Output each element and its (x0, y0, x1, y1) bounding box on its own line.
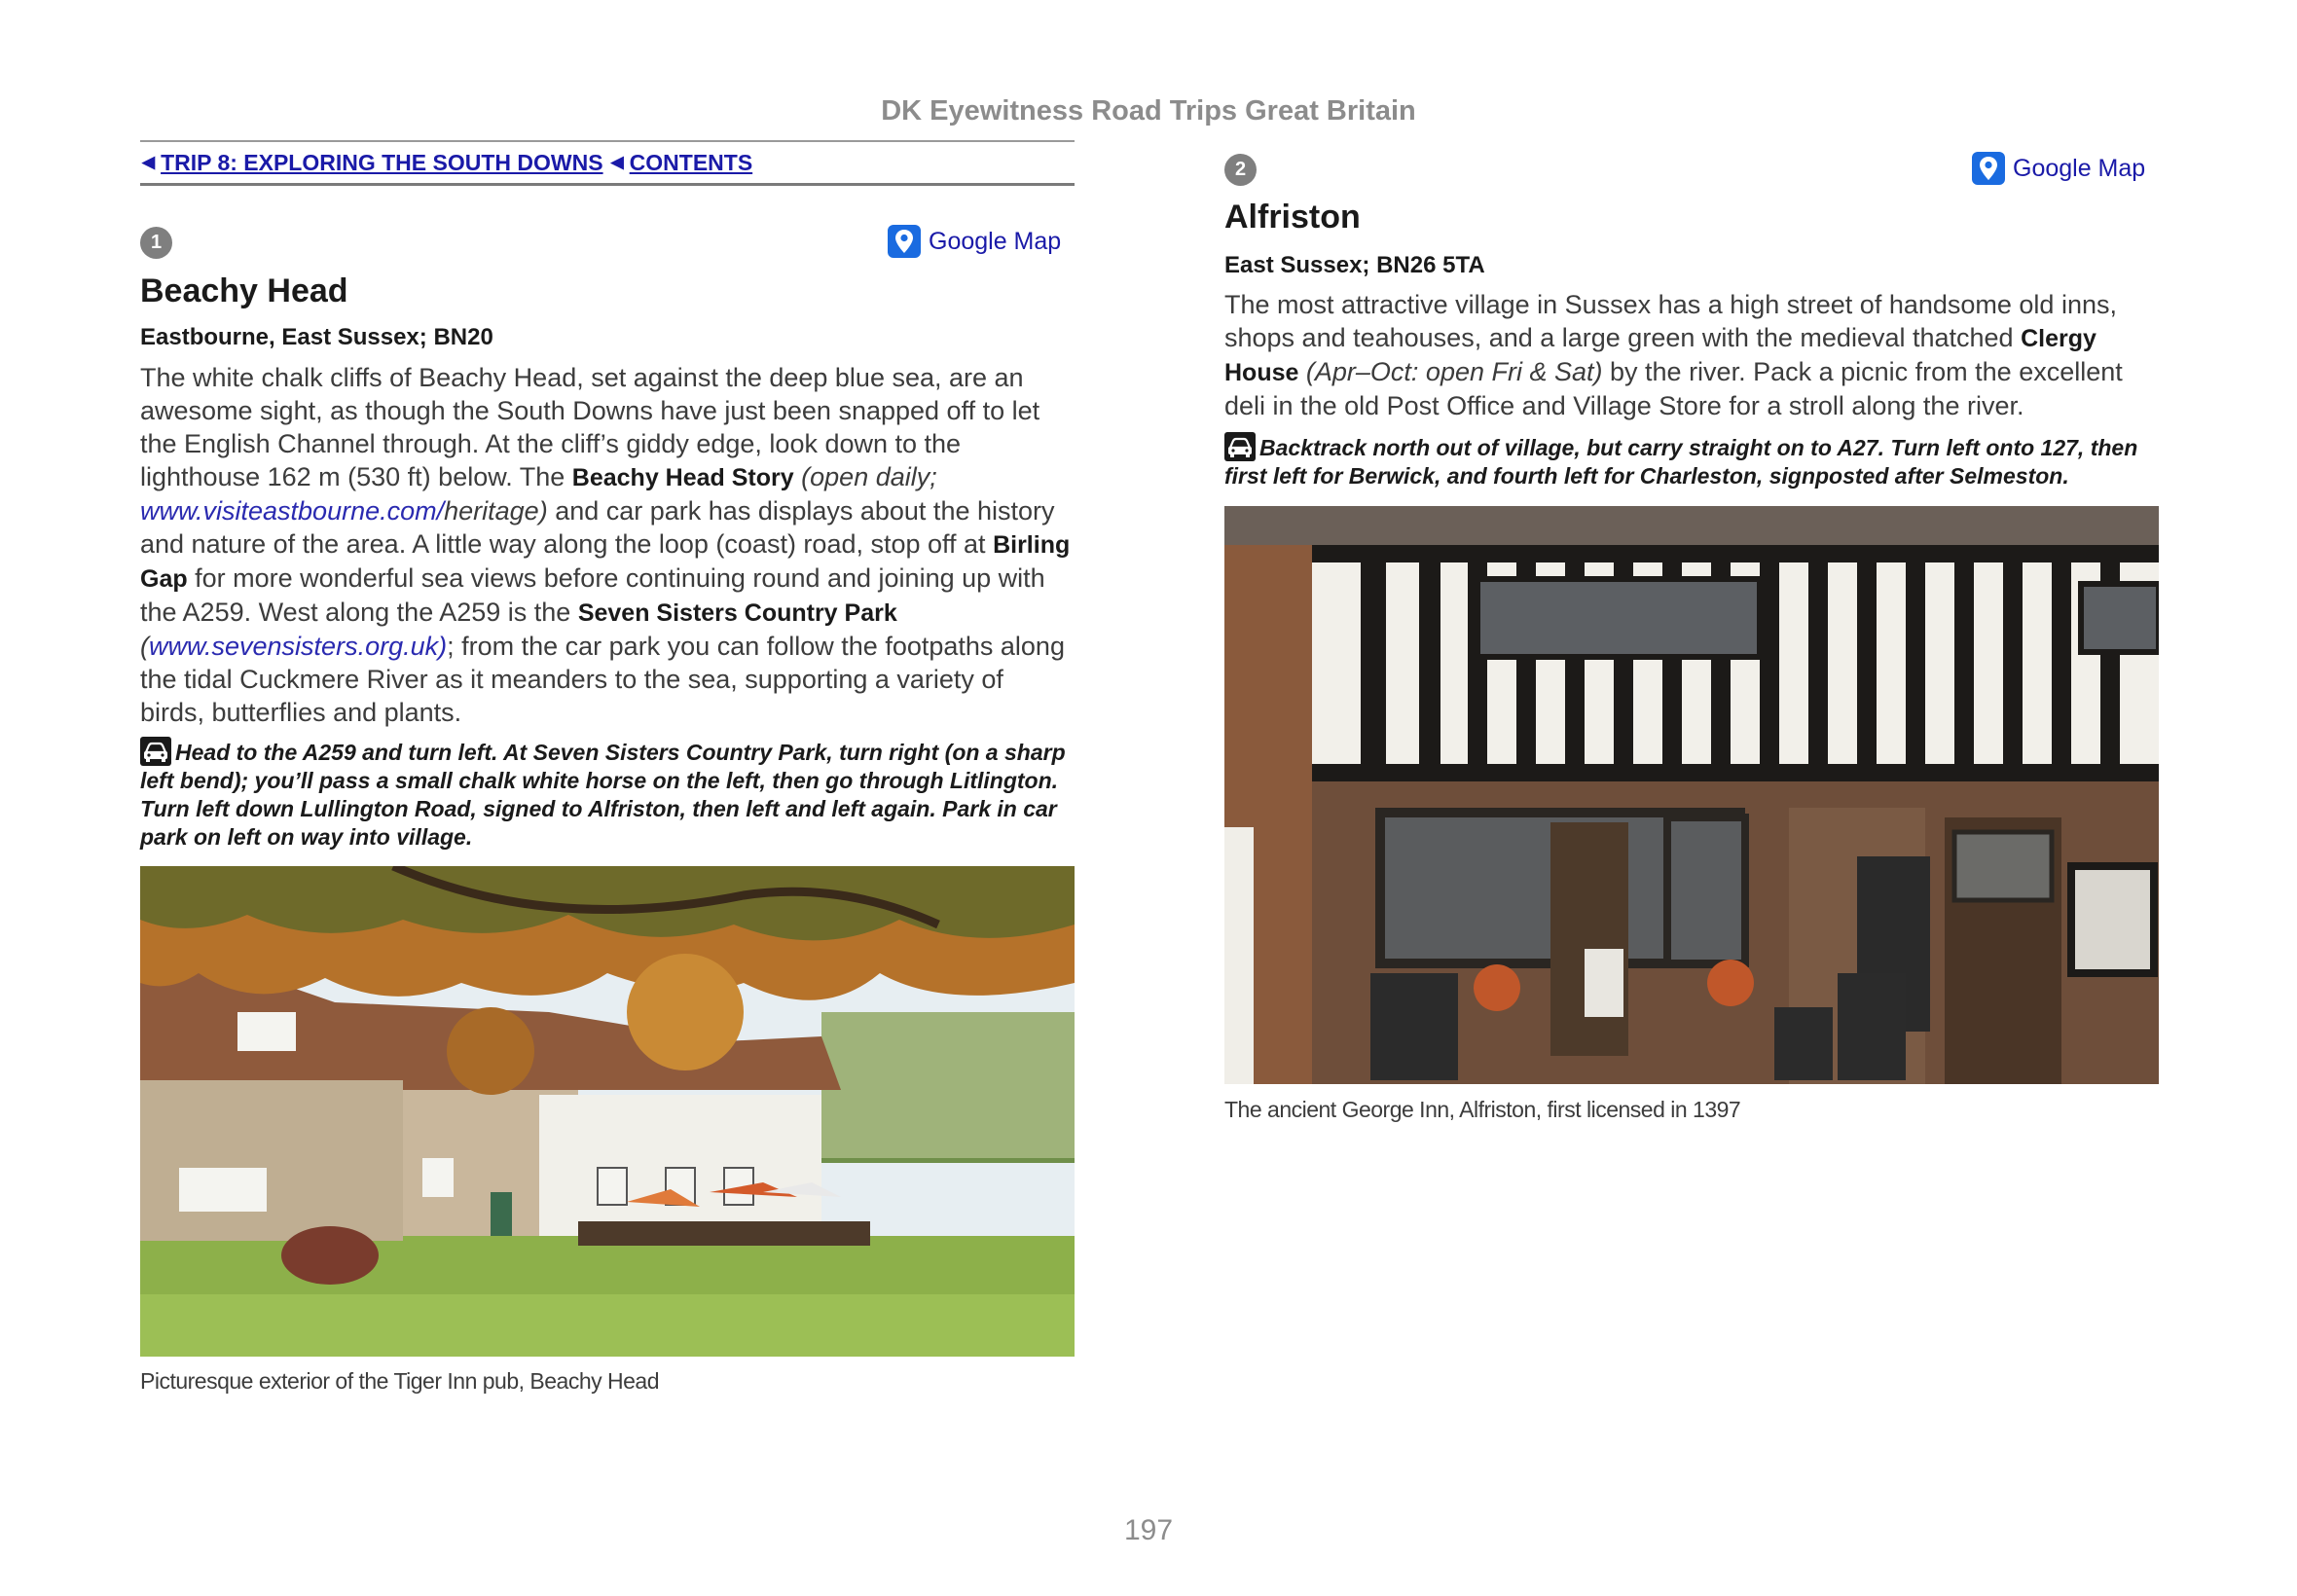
stop-title: Beachy Head (140, 272, 348, 309)
george-inn-photo (1224, 506, 2159, 1084)
book-title: DK Eyewitness Road Trips Great Britain (881, 95, 1416, 127)
photo-caption: Picturesque exterior of the Tiger Inn pub, Beachy Head (140, 1368, 659, 1394)
back-arrow-icon: ◀ (610, 153, 624, 171)
attraction-name: Clergy House (1224, 325, 2096, 386)
breadcrumb (140, 140, 1075, 186)
stop-address: Eastbourne, East Sussex; BN20 (140, 324, 493, 350)
website-link-tail: heritage) (444, 496, 548, 526)
attraction-name: Beachy Head Story (571, 464, 794, 491)
map-pin-icon (1972, 152, 2005, 185)
google-map-link[interactable] (1972, 152, 2145, 185)
stop-number-badge: 2 (1224, 154, 1257, 186)
photo-caption: The ancient George Inn, Alfriston, first licensed in 1397 (1224, 1097, 1741, 1122)
back-arrow-icon: ◀ (142, 153, 156, 171)
attraction-name: Birling Gap (140, 531, 1071, 593)
stop-title: Alfriston (1224, 199, 1361, 236)
page-number: 197 (1123, 1514, 1174, 1546)
map-pin-icon (888, 225, 921, 258)
body-text: and car park has displays about the history and nature of the area. A little way along the loop (coast) road, stop off at (140, 496, 1055, 559)
google-map-label: Google Map (929, 227, 1062, 255)
google-map-label: Google Map (2013, 154, 2146, 182)
directions-text: Head to the A259 and turn left. At Seven Sisters Country Park, turn right (on a sharp left bend); you’ll pass a small chalk white horse on the left, then go through Litlington. Turn left down Lullington Road, signed to Alfriston, then left and left again. Park in car park on left on way into village. (140, 740, 1066, 850)
car-icon (140, 737, 171, 766)
stop-address: East Sussex; BN26 5TA (1224, 252, 1485, 278)
body-text: ; from the car park you can follow the footpaths along the tidal Cuckmere River as it meanders to the sea, supporting a variety of birds, butterflies and plants. (140, 632, 1065, 727)
opening-info: (open daily; (793, 462, 937, 491)
attraction-name: Seven Sisters Country Park (577, 599, 897, 627)
body-text: for more wonderful sea views before continuing round and joining up with the A259. West along the A259 is the (140, 563, 1045, 627)
tiger-inn-photo (140, 866, 1075, 1357)
driving-directions (1224, 432, 2159, 490)
stop-description (1224, 288, 2159, 422)
website-link[interactable]: www.sevensisters.org.uk) (149, 632, 448, 661)
body-text: The white chalk cliffs of Beachy Head, set against the deep blue sea, are an awesome sight, as though the South Downs have just been snapped off to let the English Channel through. At the cliff’s giddy edge, look down to the lighthouse 162 m (530 ft) below. The (140, 363, 1040, 491)
stop-description (140, 361, 1075, 729)
body-text: The most attractive village in Sussex has a high street of handsome old inns, shops and teahouses, and a large green with the medieval thatched (1224, 290, 2117, 352)
car-icon (1224, 432, 1256, 461)
contents-link[interactable]: CONTENTS (629, 149, 753, 175)
directions-text: Backtrack north out of village, but carry straight on to A27. Turn left onto 127, then first left for Berwick, and fourth left for Charleston, signposted after Selmeston. (1224, 435, 2138, 489)
bracket: ( (140, 632, 149, 661)
google-map-link[interactable] (888, 225, 1061, 258)
stop-number-badge: 1 (140, 227, 172, 259)
trip-link[interactable]: TRIP 8: EXPLORING THE SOUTH DOWNS (161, 149, 603, 175)
driving-directions (140, 737, 1075, 852)
opening-info: (Apr–Oct: open Fri & Sat) (1298, 357, 1603, 386)
body-text: by the river. Pack a picnic from the excellent deli in the old Post Office and Village Store for a stroll along the river. (1224, 357, 2123, 420)
website-link[interactable]: www.visiteastbourne.com/ (140, 496, 445, 526)
